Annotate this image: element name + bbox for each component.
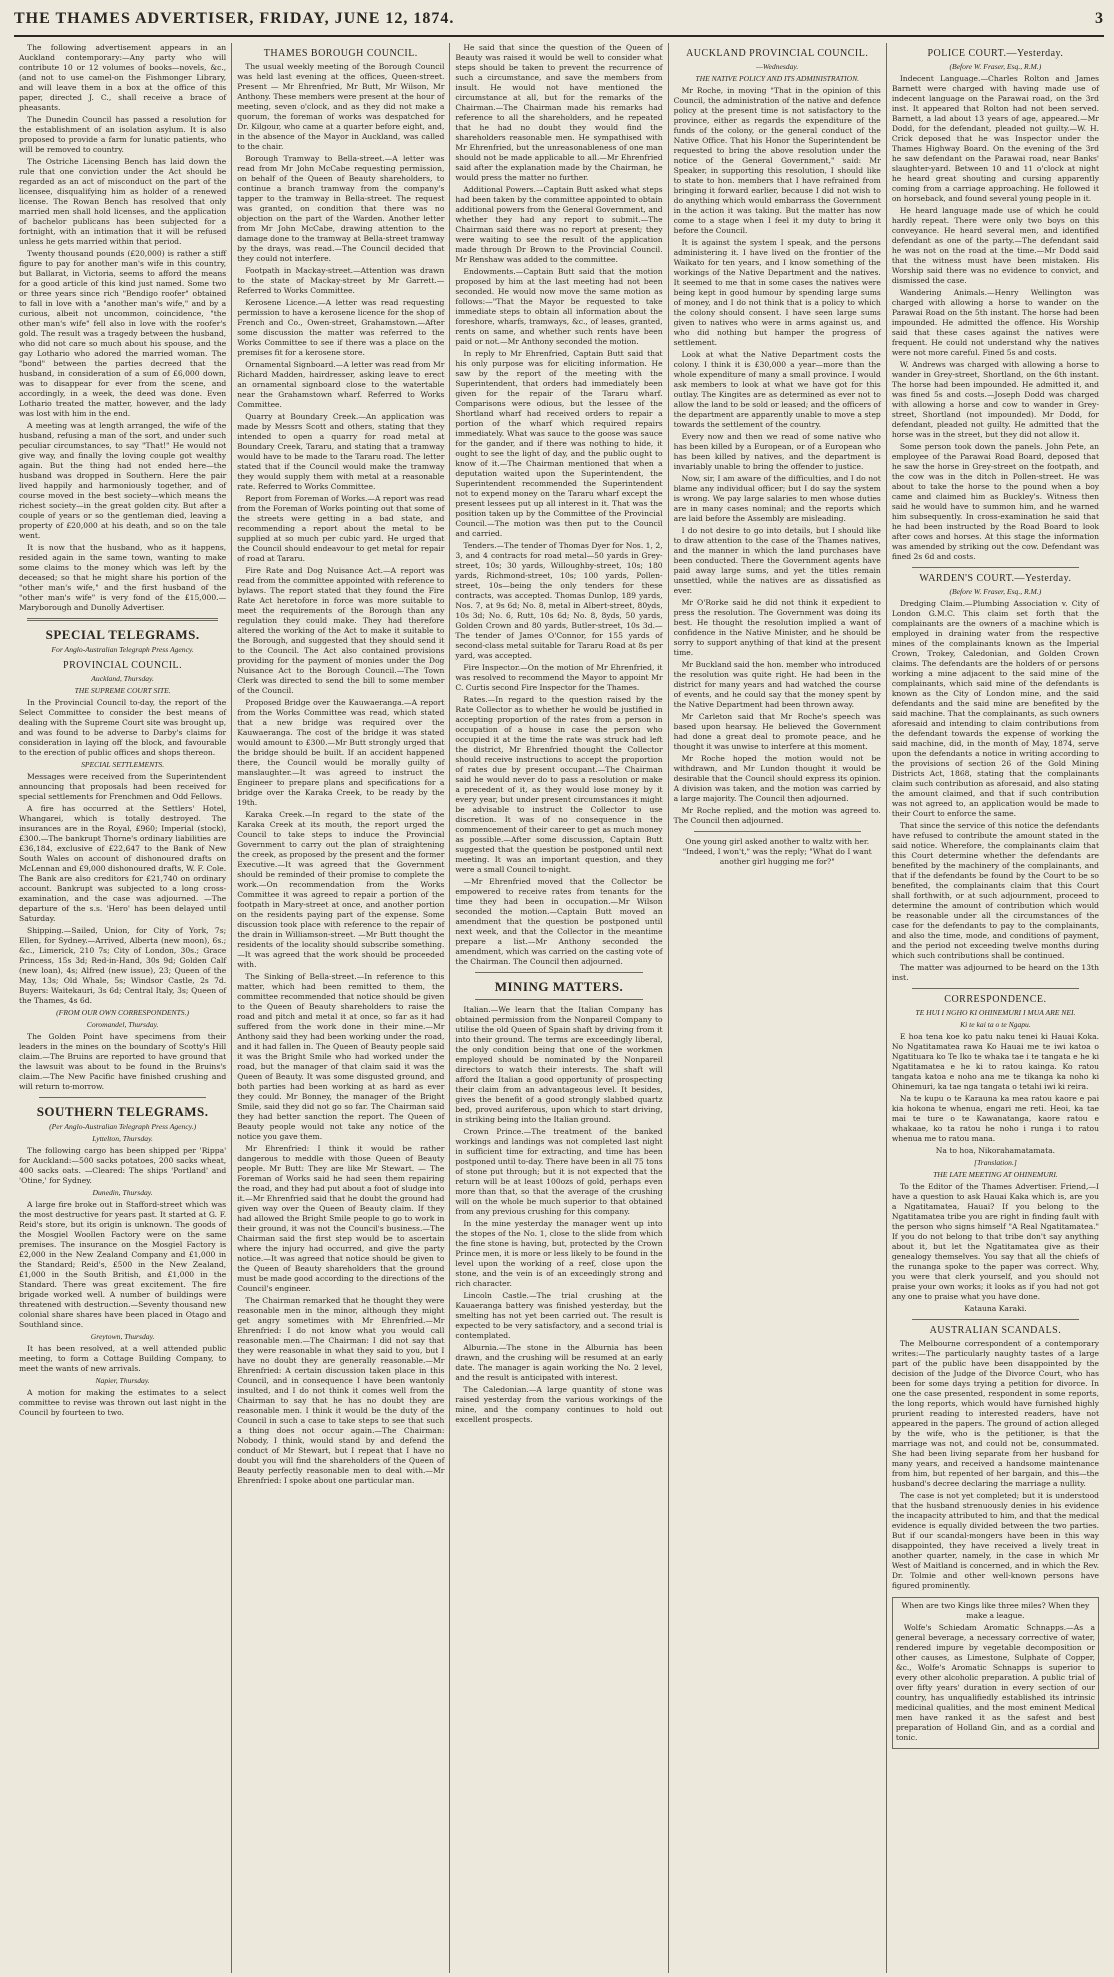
section-heading-mining-matters: MINING MATTERS.: [494, 979, 624, 994]
article-paragraph: Look at what the Native Department costs the colony. I think it is £30,000 a year—more than the whole expenditure of many a small province. I would ask members to look at what we have got for this outlay. The Kingites are as determined as ever not to allow the land to be sold or leased; and the officers of the department are apparently unable to move a step towards the settlement of the country.: [673, 350, 881, 429]
article-paragraph: Shipping.—Sailed, Union, for City of York, 7s; Ellen, for Sydney.—Arrived, Alberta (new moon), 6s.; &c., Limerick, 210 7s; City of London, 30s.; Grace Princess, 15s 3d; Red-in-Hand, 30s 9d; Golden Calf (new loan), 4s; Alfred (new issue), 23; Queen of the May, 13s; Old Whale, 5s; Windsor Castle, 2s 7d. Buyers: Waitekauri, 3s 6d; Central Italy, 3s; Queen of the Thames, 4s 6d.: [19, 926, 227, 1005]
article-paragraph: The usual weekly meeting of the Borough Council was held last evening at the offices, Queen-street. Present — Mr Ehrenfried, Mr Butt, Mr Wilson, Mr Anthony. These members were present at the hour of meeting, seven o'clock, and as they did not make a quorum, the foreman of works was despatched for Dr. Kilgour, who came at a quarter before eight, and, in the absence of the Mayor in Auckland, was called to the chair.: [237, 62, 445, 151]
dateline: Napier, Thursday.: [95, 1376, 150, 1385]
article-paragraph: It is now that the husband, who as it happens, resided again in the same town, wanting to make some claims to the money which was left by the deceased; so that he might share his portion of the "other man's wife," and the first husband of the "other man's wife" is very fond of the £15,000.—Maryborough and Dunolly Advertiser.: [19, 543, 227, 612]
divider: [39, 1097, 206, 1098]
article-paragraph: He heard language made use of which he could hardly repeat. There were only two boys on this conveyance. He heard several men, and identified defendant as one of the party.—The defendant said he was not on the road at the time.—Mr Dodd said that the witness must have been mistaken. His Worship said there was no evidence to convict, and dismissed the case.: [891, 206, 1100, 285]
section-heading-australian-scandals: AUSTRALIAN SCANDALS.: [929, 1325, 1062, 1336]
section-subheading: THE NATIVE POLICY AND ITS ADMINISTRATION.: [695, 74, 860, 83]
article-paragraph: Na te kupu o te Karauna ka mea ratou kaore e pai kia hokona te whenua, engari me reti. Heoi, ka tae mai te ture o te Kawanatanga, kaore ratou e whakaae, ko ta ratou he noho i runga i to ratou whenua me to ratou mana.: [891, 1094, 1100, 1143]
article-paragraph: Some person took down the panels. John Pete, an employee of the Parawai Road Board, deposed that he saw the horse in Grey-street on the footpath, and the cow was in the ditch in Pollen-street. He was about to take the horse to the pound when a boy came and claimed him as Buckley's. Witness then said he would have to summon him, and he warned him subsequently. In cross-examination he said that he had been instructed by the Road Board to look after cows and horses. At this stage the information was amended by striking out the cow. Defendant was fined 2s 6d and costs.: [891, 442, 1100, 561]
article-paragraph: —Mr Ehrenfried moved that the Collector be empowered to receive rates from tenants for the time they had been in occupation.—Mr Wilson seconded the motion.—Captain Butt moved an amendment that the question be postponed until next week, and that the Collector in the meantime prepare a list.—Mr Anthony seconded the amendment, which was carried on the casting vote of the Chairman. The Council then adjourned.: [455, 877, 663, 966]
article-paragraph: Karaka Creek.—In regard to the state of the Karaka Creek at its mouth, the report urged the Council to take steps to induce the Provincial Government to carry out the plan of straightening the creek, as proposed by the present and the former Executive.—It was agreed that the Government should be reminded of their promise to complete the work.—On recommendation from the Works Committee it was agreed to repair a portion of the footpath in Mary-street at once, and another portion on the residents paying part of the expense. Some discussion took place with reference to the repair of the drain in Williamson-street. —Mr Butt thought the residents of the locality should subscribe something.—It was agreed that the work should be proceeded with.: [237, 810, 445, 969]
article-paragraph: Tenders.—The tender of Thomas Dyer for Nos. 1, 2, 3, and 4 contracts for road metal—50 yards in Grey-street, 10s; 30 yards, Willoughby-street, 10s; 180 yards, Richmond-street, 10s; 100 yards, Pollen-street, 10s—being the only tenders for these contracts, was accepted. Thomas Dunlop, 189 yards, Nos. 7, at 9s 6d; No. 8, metal in Albert-street, 80yds, 10s 3d; No. 6, Rutt, 10s 6d; No. 8, 8yds, 50 yards, Golden Crown and 80 yards, Butler-street, 10s 3d.—The tender of James O'Connor, for 155 yards of second-class metal suitable for Tararu Road at 8s per yard, was accepted.: [455, 541, 663, 660]
article-paragraph: A fire has occurred at the Settlers' Hotel, Whangarei, which is totally destroyed. The insurances are in the Royal, £960; Imperial (stock), £300.—The bankrupt Thorne's ordinary liabilities are £36,184, exclusive of £22,647 to the Bank of New South Wales on account of dishonoured drafts on McLennan and £9,000 dishonoured drafts, W. F. Cole. The Bank are also creditors for £21,740 on ordinary account. Bankrupt was subjected to a long cross-examination, and the case was adjourned. —The departure of the s.s. 'Hero' has been delayed until Saturday.: [19, 804, 227, 923]
section-heading-special-telegrams: SPECIAL TELEGRAMS.: [45, 627, 200, 642]
section-subheading: (Per Anglo-Australian Telegraph Press Agency.): [49, 1122, 197, 1131]
article-paragraph: A large fire broke out in Stafford-street which was the most destructive for years past. It started at G. F. Reid's store, but its origin is unknown. The goods of the Mosgiel Woollen Factory were on the same premises. The insurance on the Mosgiel Factory is £2,000 in the New Zealand Company and £1,000 in the Standard; Reid's, £500 in the New Zealand, £1,000 in the South British, and £1,000 in the Standard. There was great excitement. The fire brigade worked well. A number of buildings were threatened with destruction.—Seventy thousand new colonial share shares have been placed in Otago and Southland since.: [19, 1200, 227, 1329]
section-subheading: [Translation.]: [973, 1158, 1017, 1167]
article-paragraph: Rates.—In regard to the question raised by the Rate Collector as to whether he would be justified in accepting proportion of the rates from a person in occupation of a house in case the person who occupied it at the time the rate was struck had left the district, Mr Ehrenfried thought the Collector should receive instructions to accept the proportion of rates due by present occupant.—The Chairman said he would never do to pass a resolution or make a precedent of it, as they would lose money by it every year, but under present circumstances it might be advisable to instruct the Collector to use discretion. It was of no consequence in the commencement of their career to get as much money as possible.—After some discussion, Captain Butt suggested that the question be postponed until next meeting. It was an important question, and they were a small Council to-night.: [455, 695, 663, 874]
filler-anecdote: One young girl asked another to waltz with her. "Indeed, I won't," was the reply; "What do I want another girl hugging me for?": [682, 837, 872, 866]
section-subheading: (Before W. Fraser, Esq., R.M.): [949, 587, 1042, 596]
section-subheading: (Before W. Fraser, Esq., R.M.): [949, 62, 1042, 71]
article-paragraph: Mr Roche hoped the motion would not be withdrawn, and Mr Lundon thought it would be desirable that the Council should express its opinion. A division was taken, and the motion was carried by a large majority. The Council then adjourned.: [673, 754, 881, 803]
article-paragraph: To the Editor of the Thames Advertiser. Friend,—I have a question to ask Hauai Kaka which is, are you a Ngatitamatea, Hauai? If you belong to the Ngatitamatea tribe you are right in finding fault with the person who signs himself "A Real Ngatitamatea." If you do not belong to that tribe don't say anything about it, but let the Ngatitamatea give as their genealogy themselves. You say that all the chiefs of the runanga spoke to the paper was correct. Why, you were that clerk yourself, and you should not praise your own works; it looks as if you had not got any one to praise what you have done.: [891, 1182, 1100, 1301]
article-paragraph: The case is not yet completed; but it is understood that the husband strenuously denies in his evidence the incapacity attributed to him, and that the medical evidence is equally divided between the two parties. But if our scandal-mongers have been in this way disappointed, they have received a lively treat in another quarter, namely, in the case in which Mr West of Maitland is concerned, and in which the Rev. Dr. Tolmie and other well-known persons have figured prominently.: [891, 1491, 1100, 1590]
article-paragraph: Fire Inspector.—On the motion of Mr Ehrenfried, it was resolved to recommend the Mayor to appoint Mr C. Curtis second Fire Inspector for the Thames.: [455, 663, 663, 692]
article-paragraph: The Chairman remarked that he thought they were reasonable men in the minor, although they might get angry sometimes with Mr Ehrenfried.—Mr Ehrenfried: I do not know what you would call reasonable men.—The Chairman: I did not say that they were reasonable in what they said to you, but I have no doubt they are generally reasonable.—Mr Ehrenfried: A certain discussion taken place in this Council, and in consequence I have been wantonly insulted, and I do not think it comes well from the Chairman to say that he has no doubt they are reasonable men. I think it would be the duty of the Council in such a case to take steps to see that such a thing does not occur again.—The Chairman: Nobody, I think, would stand by and defend the conduct of Mr Stewart, but I repeat that I have no doubt you will find the shareholders of the Queen of Beauty perfectly reasonable men to deal with.—Mr Ehrenfried: I spoke about one particular man.: [237, 1296, 445, 1485]
article-paragraph: It has been resolved, at a well attended public meeting, to form a Cottage Building Company, to meet the wants of new arrivals.: [19, 1344, 227, 1373]
divider: [912, 988, 1079, 989]
article-paragraph: Messages were received from the Superintendent announcing that proposals had been received for special settlements for Frenchmen and Odd Fellows.: [19, 772, 227, 801]
section-heading-correspondence: CORRESPONDENCE.: [944, 994, 1047, 1005]
article-paragraph: It is against the system I speak, and the persons administering it. I have lived on the frontier of the Waikato for ten years, and I know something of the workings of the Native Department and the natives. It seemed to me that in some cases the natives were being kept in good humour by spending large sums of money, and I do not think that is a policy to which the colony should consent. I have seen large sums given to natives who were in arms against us, and who did nothing but hamper the progress of settlement.: [673, 238, 881, 347]
article-paragraph: Alburnia.—The stone in the Alburnia has been drawn, and the crushing will be resumed at an early date. The manager is again working the No. 2 level, and the result is anticipated with interest.: [455, 1343, 663, 1382]
section-subheading: For Anglo-Australian Telegraph Press Agency.: [51, 645, 194, 654]
article-paragraph: Kerosene Licence.—A letter was read requesting permission to have a kerosene licence for the shop of French and Co., Owen-street, Grahamstown.—After some discussion the matter was referred to the Works Committee to see if there was a place on the premises fit for a kerosene store.: [237, 298, 445, 357]
dateline: Coromandel, Thursday.: [86, 1020, 159, 1029]
letter-title: TE HUI I NGHO KI OHINEMURI I MUA ARE NEI.: [915, 1008, 1076, 1017]
article-paragraph: In the mine yesterday the manager went up into the stopes of the No. 1, close to the slide from which the fine stone is having, but, protected by the Crown Prince men, it is more or less likely to be found in the level upon the working of a reef, close upon the stone, and the vein is of an exceedingly strong and rich character.: [455, 1219, 663, 1288]
article-paragraph: Footpath in Mackay-street.—Attention was drawn to the state of Mackay-street by Mr Garrett.—Referred to Works Committee.: [237, 266, 445, 295]
article-paragraph: Mr Roche replied, and the motion was agreed to. The Council then adjourned.: [673, 806, 881, 825]
dateline: —Wednesday.: [756, 62, 799, 71]
section-subheading: SPECIAL SETTLEMENTS.: [81, 760, 165, 769]
section-heading-wardens-court: WARDEN'S COURT.—Yesterday.: [919, 573, 1072, 584]
article-paragraph: A meeting was at length arranged, the wife of the husband, refusing a man of the sort, and under such peculiar circumstances, to say "That!" He would not give way, and finally the loving couple got wealthy again. But the thing had not ended here—the husband was dropped in Southern. Here the pair lived happily and harmoniously together, and of course moved in the best society—which means the richest society—in the great golden city. But after a couple of years or so the gentleman died, leaving a property of £20,000 at his death, and so on the tale went.: [19, 421, 227, 540]
letter-addressee: Ki te kai ta o te Ngapu.: [960, 1020, 1031, 1029]
section-heading-borough-council: THAMES BOROUGH COUNCIL.: [263, 48, 418, 59]
article-paragraph: Fire Rate and Dog Nuisance Act.—A report was read from the committee appointed with reference to bylaws. The report stated that they found the Fire Rate Act heretofore in force was more suitable to meet the requirements of the Borough than any regulation they could make. They had therefore altered the working of the Act to make it suitable to the Borough, and suggested that they should send it to the Council. The Act also contained provisions providing for the payment of monies under the Dog Nuisance Act to the Borough Council.—The Town Clerk was directed to send the bill to some member of the Council.: [237, 566, 445, 695]
article-paragraph: Endowments.—Captain Butt said that the motion proposed by him at the last meeting had not been seconded. He would now move the same motion as follows:—"That the Mayor be requested to take immediate steps to obtain all information about the foreshore, wharfs, tramways, &c., of leases, granted, rents on same, and whether such rents have been paid or not.—Mr Anthony seconded the motion.: [455, 267, 663, 346]
page-title: THE THAMES ADVERTISER, FRIDAY, JUNE 12, 1874.: [14, 10, 455, 27]
article-paragraph: Mr Carleton said that Mr Roche's speech was based upon hearsay. He believed the Government had done a great deal to promote peace, and he thought it was unwise to interfere at this moment.: [673, 712, 881, 751]
divider: [694, 831, 861, 832]
article-paragraph: I do not desire to go into details, but I should like to draw attention to the case of the Thames natives, and the manner in which the land purchases have been conducted. There the Government agents have paid away large sums, and yet the titles remain unsettled, while the natives are as dissatisfied as ever.: [673, 526, 881, 595]
article-paragraph: In the Provincial Council to-day, the report of the Select Committee to consider the best means of dealing with the Supreme Court site was brought up, and was found to be adverse to Darby's claims for consideration in laying off the block, and favourable to the erection of public offices and shops thereon.: [19, 698, 227, 757]
article-paragraph: Mr Ehrenfried: I think it would be rather dangerous to meddle with those Queen of Beauty people. Mr Butt: They are like Mr Stewart. — The Foreman of Works said he had seen them repairing the road, and they had put about a foot of sludge into it.—Mr Ehrenfried said that he doubt the ground had given way over the Queen of Beauty claim. If they had allowed the Bright Smile people to go to work in their ground, it was not the Council's business.—The Chairman said the first step would be to ascertain where the injury had occurred, and give the party notice.—It was agreed that notice should be given to the Queen of Beauty shareholders that the ground must be made good according to the directions of the Council's engineer.: [237, 1144, 445, 1293]
letter-signature: Na to hoa, Nikorahamatamata.: [935, 1146, 1056, 1155]
dateline: Greytown, Thursday.: [90, 1332, 155, 1341]
article-paragraph: Quarry at Boundary Creek.—An application was made by Messrs Scott and others, stating that they intended to open a quarry for road metal at Boundary Creek, Tararu, and stating that a tramway would have to be made to the Tararu road. The letter stated that if the Council would make the tramway they would supply them with metal at a reasonable rate. Referred to Works Committee.: [237, 412, 445, 491]
article-paragraph: Ornamental Signboard.—A letter was read from Mr Richard Madden, hairdresser, asking leave to erect an ornamental signboard close to the watertable near the Grahamstown wharf. Referred to Works Committee.: [237, 360, 445, 409]
article-paragraph: The Sinking of Bella-street.—In reference to this matter, which had been remitted to them, the committee recommended that notice should be given to the Queen of Beauty shareholders to raise the road and pitch and metal it at once, so far as it had suffered from the work done in their mine.—Mr Anthony said they had been working under the road, and it had fallen in. The Queen of Beauty people said it was the Bright Smile who had worked under the road, but the manager of that claim said it was the Queen of Beauty. It was some disgusted ground, and both parties had been working at as hard as ever they could. Mr Bonney, the manager of the Bright Smile, said they did not go so far. The Chairman said they had better sanction the report. The Queen of Beauty people would not take any notice of the notice you gave them.: [237, 972, 445, 1141]
article-paragraph: The matter was adjourned to be heard on the 13th inst.: [891, 963, 1100, 982]
article-paragraph: Mr O'Rorke said he did not think it expedient to press the resolution. The Government was doing its best. He thought the resolution implied a want of confidence in the Native Minister, and he should be sorry to support anything of that kind at the present time.: [673, 598, 881, 657]
column-1: [14, 43, 232, 1973]
dateline: Auckland, Thursday.: [91, 674, 154, 683]
advertisement: [892, 1597, 1099, 1749]
advertisement-riddle: When are two Kings like three miles? When they make a league.: [901, 1601, 1090, 1620]
section-heading-provincial-council: PROVINCIAL COUNCIL.: [63, 660, 183, 671]
article-paragraph: He said that since the question of the Queen of Beauty was raised it would be well to consider what steps should be taken to prevent the recurrence of such a circumstance, and save the members from insult. He would not have mentioned the circumstance at all, but for the remarks of the Chairman.—The Chairman made his remarks had reference to all the shareholders, and he repeated that he had no doubt they would find the shareholders reasonable men. He sympathised with Mr Ehrenfried, but the unreasonableness of one man should not be made applicable to all.—Mr Ehrenfried said after the explanation made by the Chairman, he would press the matter no further.: [455, 43, 663, 182]
section-heading-southern-telegrams: SOUTHERN TELEGRAMS.: [36, 1104, 209, 1119]
dateline: Dunedin, Thursday.: [92, 1188, 153, 1197]
divider: [27, 618, 218, 621]
letter-signature: Katauna Karaki.: [964, 1304, 1027, 1313]
section-subheading: THE SUPREME COURT SITE.: [74, 686, 171, 695]
column-5: [887, 43, 1104, 1973]
article-paragraph: Proposed Bridge over the Kauwaeranga.—A report from the Works Committee was read, which stated that a new bridge was required over the Kauwaeranga. The cost of the bridge it was stated would amount to £300.—Mr Butt strongly urged that the bridge should be built. If an accident happened there, the Council would be morally guilty of manslaughter.—It was agreed to instruct the Engineer to prepare plans and specifications for a bridge over the Karaka Creek, to be ready by the 19th.: [237, 698, 445, 807]
article-paragraph: The following cargo has been shipped per 'Rippa' for Auckland:—500 sacks potatoes, 200 sacks wheat, 400 sacks oats. —Cleared: The ships 'Portland' and 'Otine,' for Sydney.: [19, 1146, 227, 1185]
divider: [475, 972, 642, 973]
article-paragraph: Dredging Claim.—Plumbing Association v. City of London G.M.C. This claim set forth that the complainants are the owners of a machine which is employed in draining water from the respective mines of the complainants known as the Imperial Crown, Trokey, Caledonian, and Golden Crown claims. The defendants are the holders of or persons working a mine adjacent to the said mine of the complainants, which said mine of the defendants is known as the City of London mine, and the said defendants and the said mine are benefited by the said machine. That the complainants, as such owners aforesaid and intending to claim contributions from the defendant towards the expense of working the said machine, did, in the month of May, 1874, serve upon the defendants a notice in writing according to the provisions of section 26 of the Gold Mining Districts Act, 1868, stating that the complainants claim such contribution as aforesaid, and also stating the amount claimed, and that if such contribution was not agreed to, an application would be made to their Court to enforce the same.: [891, 599, 1100, 818]
divider: [912, 567, 1079, 568]
article-paragraph: Crown Prince.—The treatment of the banked workings and landings was not completed last night in sufficient time for extracting, and time has been postponed until to-day. There have been in all 75 tons of stone put through; but it is not expected that the return will be at least 100ozs of gold, perhaps even more than that, so that the average of the crushing will on the whole be much superior to that obtained from any previous crushing for this company.: [455, 1127, 663, 1216]
section-heading-auckland-provincial-council: AUCKLAND PROVINCIAL COUNCIL.: [686, 48, 869, 59]
article-paragraph: Wandering Animals.—Henry Wellington was charged with allowing a horse to wander on the Parawai Road on the 5th instant. The horse had been impounded. He admitted the offence. His Worship said that these cases against the natives were frequent. He could not understand why the natives were not more careful. Fined 5s and costs.: [891, 288, 1100, 357]
article-paragraph: A motion for making the estimates to a select committee to revise was thrown out last night in the Council by fourteen to two.: [19, 1388, 227, 1417]
article-paragraph: The Caledonian.—A large quantity of stone was raised yesterday from the various workings of the mine, and the company continues to hold out excellent prospects.: [455, 1385, 663, 1424]
article-paragraph: That since the service of this notice the defendants have refused to contribute the amount stated in the said notice. Wherefore, the complainants claim that this Court determine whether the defendants are benefited by the machinery of the complainants, and that if the defendants be found by the Court to be so benefited, the complainants claim that this Court shall forthwith, or at such adjournment, proceed to determine the amount of contribution which would be reasonable under all the circumstances of the case for the defendants to pay to the complainants, and also the time, mode, and conditions of payment, and the period not exceeding twelve months during which such contributions shall be continued.: [891, 821, 1100, 960]
article-paragraph: W. Andrews was charged with allowing a horse to wander in Grey-street, Shortland, on the 6th instant. The horse had been impounded. He admitted it, and was fined 5s and costs.—Joseph Dodd was charged with allowing a horse and cow to wander in Grey-street, Shortland (not impounded). Mr Dodd, for defendant, pleaded not guilty. He admitted that the horse was in the street, but they did not allow it.: [891, 360, 1100, 439]
dateline: Lyttelton, Thursday.: [92, 1134, 153, 1143]
article-paragraph: Now, sir, I am aware of the difficulties, and I do not blame any individual officer; but I do say the system is wrong. We pay large salaries to men whose duties are in many cases nominal; and the reports which are laid before the Assembly are misleading.: [673, 474, 881, 523]
article-paragraph: Twenty thousand pounds (£20,000) is rather a stiff figure to pay for another man's wife in this country, but Ballarat, in Victoria, seems to afford the means for a good article of this kind just named. Some two or three years since rich "Bendigo roofer" obtained to fall in love with a "another man's wife," and by a curious, albeit not uncommon, coincidence, "the other man's wife" fell also in love with the roofer's gold. The result was a tragedy between the husband, who did not care so much about his spouse, and the gay Lothario who adored the married woman. The "bond" between the parties decreed that the husband, in consideration of a sum of £6,000 down, was to disappear for ever from the scene, and accordingly, in a week, the deed was done. Even Lothario treated the matter, however, and the lady was lost with him in the end.: [19, 249, 227, 418]
article-paragraph: Borough Tramway to Bella-street.—A letter was read from Mr John McCabe requesting permission, on behalf of the Queen of Beauty shareholders, to continue a branch tramway from the company's tapper to the tramway in Bella-street. The request was granted, on condition that there was no objection on the part of the Warden. Another letter from Mr John McCabe, drawing attention to the damage done to the tramway at Bella-street tramway by the drays, was read.—The Council decided that they could not interfere.: [237, 154, 445, 263]
article-paragraph: The Ostriche Licensing Bench has laid down the rule that one conviction under the Act should be regarded as an act of misconduct on the part of the licensee, disqualifying him as holder of a renewed license. The Rowan Bench has resolved that only married men shall hold licenses, and the application of bachelor publicans has been subjected for a fortnight, with an intimation that it will be refused unless he gets married within that period.: [19, 157, 227, 246]
column-2: [232, 43, 450, 1973]
column-3: [450, 43, 668, 1973]
article-paragraph: The Golden Point have specimens from their leaders in the mines on the boundary of Scotty's Hill claim.—The Bruins are reported to have ground that the lawsuit was about to be found in the Bruins's claim.—The New Pacific have finished crushing and will return to-morrow.: [19, 1032, 227, 1091]
article-paragraph: Indecent Language.—Charles Rolton and James Barnett were charged with having made use of indecent language on the Parawai road, on the 3rd inst. It appeared that Rolton had not been served. Barnett, a lad about 13 years of age, appeared.—Mr Dodd, for the defendant, pleaded not guilty.—W. H. Crick deposed that he was Inspector under the Thames Highway Board. On the evening of the 3rd he saw defendant on the Parawai road, near Banks' slaughter-yard. Between 10 and 11 o'clock at night he heard great shouting and cursing apparently coming from a carriage approaching. He followed it on horseback, and found several young people in it.: [891, 74, 1100, 203]
advertisement-body: Wolfe's Schiedam Aromatic Schnapps.—As a general beverage, a necessary corrective of water, rendered impure by vegetable decomposition or other causes, as Limestone, Sulphate of Copper, &c., Wolfe's Aromatic Schnapps is superior to every other alcoholic preparation. A public trial of over fifty years' duration in every section of our country, has unqualifiedly established its intrinsic medicinal qualities, and the most eminent Medical men have ranked it as the safest and best preparation of Holland Gin, and as a cordial and tonic.: [895, 1623, 1096, 1742]
article-paragraph: Italian.—We learn that the Italian Company has obtained permission from the Nonpareil Company to utilise the old Queen of Spain shaft by driving from it into their ground. The terms are exceedingly liberal, the only condition being that one of the workmen employed should be nominated by the Nonpareil directors to watch their interests. The shaft will afford the Italian a good opportunity of prospecting their claim from an advantageous level. It besides, gives the benefit of a good strongly slabbed quartz bed, proved auriferous, upon which to start driving, in striking being into the Italian ground.: [455, 1005, 663, 1124]
article-paragraph: Mr Roche, in moving "That in the opinion of this Council, the administration of the native and defence policy at the present time is not satisfactory to the province, either as regards the expenditure of the funds of the colony, or the general conduct of the Native Office. That his Honor the Superintendent be requested to bring the above resolution under the notice of the General Government," said: Mr Speaker, in supporting this resolution, I should like to state to hon. members that I have refrained from bringing it forward earlier, because I did not wish to do anything which would embarrass the Government in the action it was taking. But the matter has now come to a stage when I feel it my duty to bring it before the Council.: [673, 86, 881, 235]
masthead: [14, 10, 1104, 37]
section-heading-late-meeting: THE LATE MEETING AT OHINEMURI.: [933, 1170, 1058, 1179]
divider: [475, 999, 642, 1000]
article-paragraph: E hoa tena koe ko patu naku tenei ki Hauai Koka. No Ngatitamatea rawa Ko Hauai me te iwi katoa o Ngatituara ko Te Iko te whaka tae i te tangata e he ki Ngatitamatea e he ki to ratou kainga. Ko ratou tangata katoa e noho ana me te tikanga ka noho ki Ohinemuri, ka tae nga tangata o tetahi iwi ki reira.: [891, 1032, 1100, 1091]
article-paragraph: Mr Buckland said the hon. member who introduced the resolution was quite right. He had been in the district for many years and had watched the course of events, and he could say that the money spent by the Native Department had been thrown away.: [673, 660, 881, 709]
article-paragraph: Every now and then we read of some native who has been killed by a European, or of a European who has been killed by natives, and the department is invariably unable to bring the offender to justice.: [673, 432, 881, 471]
column-4: [669, 43, 887, 1973]
article-paragraph: Report from Foreman of Works.—A report was read from the Foreman of Works pointing out that some of the streets were getting in a bad state, and recommending a report about the metal to be supplied at so much per cubic yard. He urged that the Council should endeavour to get metal for repair of road at Tararu.: [237, 494, 445, 563]
article-paragraph: The Dunedin Council has passed a resolution for the establishment of an isolation asylum. It is also proposed to provide a farm for lunatic patients, who will be removed to country.: [19, 115, 227, 154]
article-paragraph: In reply to Mr Ehrenfried, Captain Butt said that his only purpose was for eliciting information. He saw by the report of the meeting with the Superintendent, that orders had immediately been given for the repair of the Tararu wharf. Comparisons were odious, but the lessee of the Shortland wharf had received orders to repair a portion of the wharf which required repairs immediately. What was sauce to the goose was sauce for the gander, and if there was nothing to hide, it ought to see the light of day, and the public ought to know of it.—The Chairman mentioned that when a deputation waited upon the Superintendent, the Superintendent recommended the Superintendent not to expend money on the Tararu wharf except the present lessees put up all interest in it. That was the position taken up by the Committee of the Provincial Council.—The motion was then put to the Council and carried.: [455, 349, 663, 538]
columns: [14, 43, 1104, 1973]
article-paragraph: Additional Powers.—Captain Butt asked what steps had been taken by the committee appointed to obtain additional powers from the General Government, and whether they had any report to submit.—The Chairman said there was no report at present; they were waiting to see the result of the application made through Dr Brown to the Provincial Council. Mr Renshaw was added to the committee.: [455, 185, 663, 264]
article-paragraph: The Melbourne correspondent of a contemporary writes:—The particularly naughty tastes of a large part of the public have been disappointed by the decision of the Judge of the Divorce Court, who has been for some days trying a petition for divorce. In one the case presented, respondent in some reports, the long reports, which would have furnished highly prurient reading to interested readers, have not appeared in the papers. The ground of action alleged by the wife, who is the petitioner, is that the marriage was not, and could not be, consummated. She had been living separate from her husband for many years, and received a handsome maintenance from him, but repented of her bargain, and this—the husband's decree declaring the marriage a nullity.: [891, 1339, 1100, 1488]
article-paragraph: Lincoln Castle.—The trial crushing at the Kauaeranga battery was finished yesterday, but the smelting has not yet been carried out. The result is expected to be very satisfactory, and a second trial is contemplated.: [455, 1291, 663, 1340]
divider: [912, 1319, 1079, 1320]
section-subheading: (FROM OUR OWN CORRESPONDENTS.): [56, 1008, 190, 1017]
section-heading-police-court: POLICE COURT.—Yesterday.: [927, 48, 1064, 59]
article-paragraph: The following advertisement appears in an Auckland contemporary:—Any party who will contribute 10 or 12 volumes of books—novels, &c., (and not to use camel-on the Fishmonger Library, and will leave them in a box at the office of this paper, directed J. C., shall receive a brace of pheasants.: [19, 43, 227, 112]
page-number: 3: [1095, 10, 1104, 27]
